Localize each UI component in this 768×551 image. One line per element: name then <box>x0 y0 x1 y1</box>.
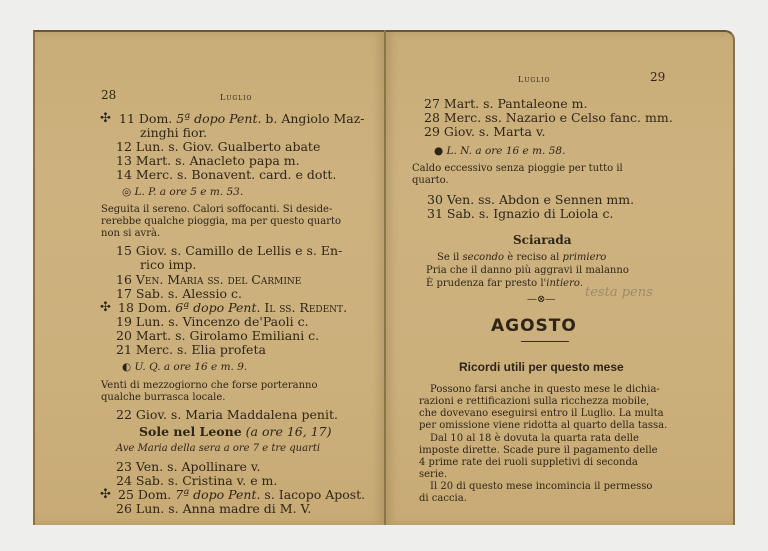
quarter-moon-icon: ◐ <box>122 361 132 373</box>
paragraph-line: razioni e rettificazioni sulla ricchezza mobile, <box>419 396 650 407</box>
full-moon-icon: ◎ <box>122 186 132 198</box>
title-rule <box>521 341 569 342</box>
page-number-left: 28 <box>101 88 117 102</box>
entry-13: 13 Mart. s. Anacleto papa m. <box>116 153 300 168</box>
moon-phase-uq: ◐ U. Q. a ore 16 e m. 9. <box>122 361 248 373</box>
cross-icon: ✣ <box>100 111 111 126</box>
sciarada-title: Sciarada <box>513 233 572 247</box>
cross-icon: ✣ <box>100 487 111 502</box>
page-number-right: 29 <box>650 70 666 84</box>
weather-note-right-l1: Caldo eccessivo senza pioggie per tutto il <box>412 163 623 174</box>
paragraph-line: 4 prime rate dei ruoli suppletivi di seconda <box>419 457 638 468</box>
moon-phase-lp: ◎ L. P. a ore 5 e m. 53. <box>122 186 244 198</box>
sciarada-line-3: È prudenza far presto l'intiero. <box>426 278 584 289</box>
paragraph-line: che dovevano eseguirsi entro il Luglio. La multa <box>419 408 664 419</box>
running-head-left: Luglio <box>220 93 253 102</box>
entry-15: 15 Giov. s. Camillo de Lellis e s. En- <box>116 243 343 258</box>
weather-note-1-l1: Seguita il sereno. Calori soffocanti. Si deside- <box>101 204 333 215</box>
handwritten-annotation: testa pens <box>585 285 653 300</box>
section-subtitle: Ricordi utili per questo mese <box>459 360 624 374</box>
month-title: AGOSTO <box>491 316 577 336</box>
moon-phase-ln: ● L. N. a ore 16 e m. 58. <box>434 145 566 157</box>
weather-note-1-l2: rerebbe qualche pioggia, ma per questo quarto <box>101 216 342 227</box>
paragraph-line: serie. <box>419 469 448 480</box>
weather-note-2-l2: qualche burrasca locale. <box>101 392 226 403</box>
entry-30: 30 Ven. ss. Abdon e Sennen mm. <box>427 192 635 207</box>
entry-14: 14 Merc. s. Bonavent. card. e dott. <box>116 167 337 182</box>
entry-27: 27 Mart. s. Pantaleone m. <box>424 96 588 111</box>
running-head-right: Luglio <box>518 75 551 84</box>
sciarada-line-1: Se il secondo è reciso al primiero <box>437 252 607 263</box>
paragraph-line: imposte dirette. Scade pure il pagamento delle <box>419 445 658 456</box>
weather-note-right-l2: quarto. <box>412 175 449 186</box>
entry-12: 12 Lun. s. Giov. Gualberto abate <box>116 139 321 154</box>
entry-11: 11 Dom. 5ª dopo Pent. b. Angiolo Maz- <box>119 111 365 126</box>
ornament-divider: —⊗— <box>527 294 556 305</box>
entry-23: 23 Ven. s. Apollinare v. <box>116 459 261 474</box>
paragraph-line: di caccia. <box>419 493 467 504</box>
paragraph-line: Possono farsi anche in questo mese le dichia- <box>430 384 660 395</box>
weather-note-2-l1: Venti di mezzogiorno che forse porteranno <box>101 380 318 391</box>
entry-26: 26 Lun. s. Anna madre di M. V. <box>116 501 312 516</box>
entry-21: 21 Merc. s. Elia profeta <box>116 342 266 357</box>
cross-icon: ✣ <box>100 300 111 315</box>
entry-16: 16 Ven. Maria ss. del Carmine <box>116 272 302 287</box>
paragraph-line: per omissione viene ridotta al quarto della tassa. <box>419 420 668 431</box>
entry-22: 22 Giov. s. Maria Maddalena penit. <box>116 407 338 422</box>
entry-25: 25 Dom. 7ª dopo Pent. s. Iacopo Apost. <box>118 487 366 502</box>
entry-15-cont: rico imp. <box>140 257 197 272</box>
weather-note-1-l3: non si avrà. <box>101 228 161 239</box>
paragraph-line: Dal 10 al 18 è dovuta la quarta rata delle <box>430 433 639 444</box>
sun-in-leo: Sole nel Leone (a ore 16, 17) <box>139 424 332 439</box>
entry-24: 24 Sab. s. Cristina v. e m. <box>116 473 278 488</box>
sciarada-line-2: Pria che il danno più aggravi il malanno <box>426 265 629 276</box>
entry-28: 28 Merc. ss. Nazario e Celso fanc. mm. <box>424 110 673 125</box>
ave-maria-time: Ave Maria della sera a ore 7 e tre quarti <box>116 443 321 454</box>
entry-20: 20 Mart. s. Girolamo Emiliani c. <box>116 328 320 343</box>
entry-29: 29 Giov. s. Marta v. <box>424 124 546 139</box>
paragraph-line: Il 20 di questo mese incomincia il permesso <box>430 481 653 492</box>
entry-11-cont: zinghi fior. <box>140 125 208 140</box>
new-moon-icon: ● <box>434 145 444 157</box>
entry-17: 17 Sab. s. Alessio c. <box>116 286 242 301</box>
entry-19: 19 Lun. s. Vincenzo de'Paoli c. <box>116 314 309 329</box>
entry-18: 18 Dom. 6ª dopo Pent. Il ss. Redent. <box>118 300 348 315</box>
book-gutter <box>384 30 386 525</box>
entry-31: 31 Sab. s. Ignazio di Loiola c. <box>427 206 614 221</box>
